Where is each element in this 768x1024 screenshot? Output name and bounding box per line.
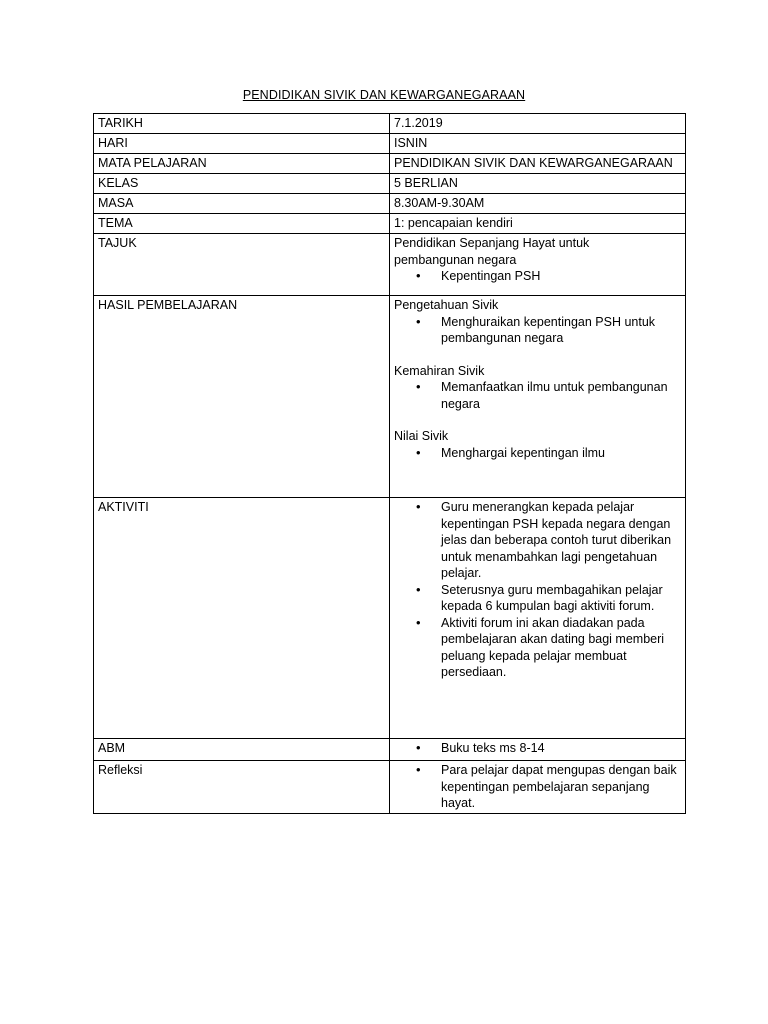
value-tarikh: 7.1.2019 <box>390 114 686 134</box>
label-mata-pelajaran: MATA PELAJARAN <box>94 154 390 174</box>
row-tajuk <box>94 234 686 296</box>
pengetahuan-bullet-list <box>394 314 681 347</box>
heading-kemahiran-sivik: Kemahiran Sivik <box>394 363 485 378</box>
pengetahuan-bullet: • Menghuraikan kepentingan PSH untuk pembangunan negara <box>441 314 681 347</box>
value-masa: 8.30AM-9.30AM <box>390 194 686 214</box>
tajuk-bullet-list <box>394 268 681 285</box>
value-kelas: 5 BERLIAN <box>390 174 686 194</box>
value-aktiviti <box>390 498 686 739</box>
aktiviti-bullet-list <box>394 499 681 681</box>
label-abm: ABM <box>94 739 390 761</box>
tajuk-line-2: pembangunan negara <box>394 252 517 267</box>
lesson-plan-table <box>93 113 686 814</box>
heading-pengetahuan-sivik: Pengetahuan Sivik <box>394 298 499 312</box>
value-tema: 1: pencapaian kendiri <box>390 214 686 234</box>
label-tajuk: TAJUK <box>94 234 390 296</box>
tajuk-line-1: Pendidikan Sepanjang Hayat untuk <box>394 236 590 250</box>
label-kelas: KELAS <box>94 174 390 194</box>
heading-nilai-sivik: Nilai Sivik <box>394 429 449 443</box>
row-tarikh <box>94 114 686 134</box>
row-hari <box>94 134 686 154</box>
value-hari: ISNIN <box>390 134 686 154</box>
abm-bullet: • Buku teks ms 8-14 <box>441 740 681 757</box>
document-title: PENDIDIKAN SIVIK DAN KEWARGANEGARAAN <box>242 88 526 102</box>
label-masa: MASA <box>94 194 390 214</box>
row-abm <box>94 739 686 761</box>
refleksi-bullet-list <box>394 762 681 812</box>
row-kelas <box>94 174 686 194</box>
value-tajuk <box>390 234 686 296</box>
label-hasil-pembelajaran: HASIL PEMBELAJARAN <box>94 296 390 498</box>
row-refleksi <box>94 761 686 814</box>
row-masa <box>94 194 686 214</box>
label-tema: TEMA <box>94 214 390 234</box>
kemahiran-bullet: • Memanfaatkan ilmu untuk pembangunan negara <box>441 379 681 412</box>
label-refleksi: Refleksi <box>94 761 390 814</box>
aktiviti-bullet: • Aktiviti forum ini akan diadakan pada pembelajaran akan dating bagi memberi peluang kepada pelajar membuat persediaan. <box>441 615 681 681</box>
abm-bullet-list <box>394 740 681 757</box>
label-aktiviti: AKTIVITI <box>94 498 390 739</box>
value-refleksi <box>390 761 686 814</box>
kemahiran-bullet-list <box>394 379 681 412</box>
value-mata-pelajaran: PENDIDIKAN SIVIK DAN KEWARGANEGARAAN <box>390 154 686 174</box>
row-tema <box>94 214 686 234</box>
nilai-bullet: • Menghargai kepentingan ilmu <box>441 445 681 462</box>
value-abm <box>390 739 686 761</box>
tajuk-bullet: • Kepentingan PSH <box>441 268 681 285</box>
row-mata-pelajaran <box>94 154 686 174</box>
row-aktiviti <box>94 498 686 739</box>
label-hari: HARI <box>94 134 390 154</box>
nilai-bullet-list <box>394 445 681 462</box>
row-hasil-pembelajaran <box>94 296 686 498</box>
label-tarikh: TARIKH <box>94 114 390 134</box>
value-hasil-pembelajaran <box>390 296 686 498</box>
refleksi-bullet: • Para pelajar dapat mengupas dengan baik kepentingan pembelajaran sepanjang hayat. <box>441 762 681 812</box>
aktiviti-bullet: • Guru menerangkan kepada pelajar kepentingan PSH kepada negara dengan jelas dan beberapa contoh turut diberikan untuk menambahkan lagi pengetahuan pelajar. <box>441 499 681 582</box>
aktiviti-bullet: • Seterusnya guru membagahikan pelajar kepada 6 kumpulan bagi aktiviti forum. <box>441 582 681 615</box>
